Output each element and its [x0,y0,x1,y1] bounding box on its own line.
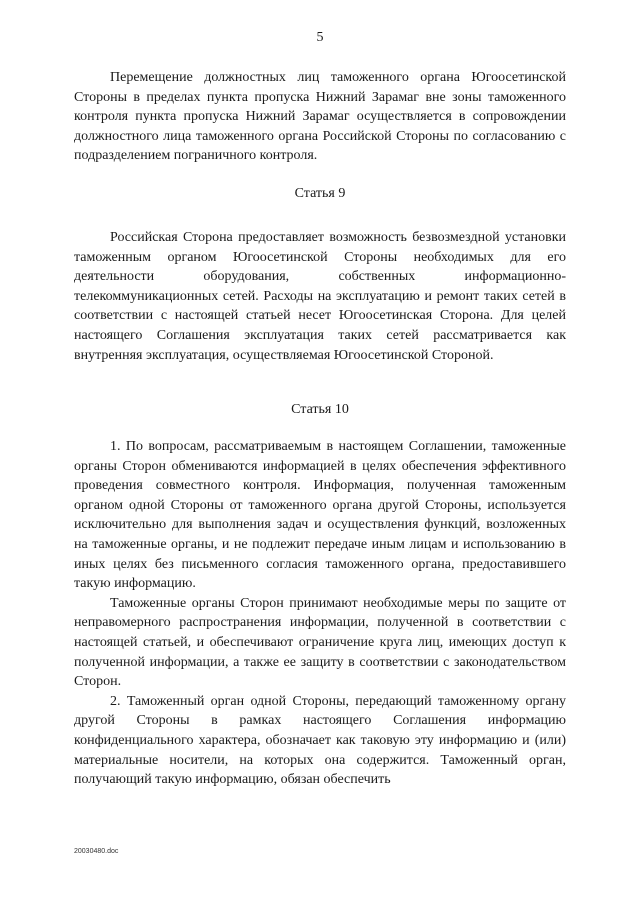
article-9-text: Российская Сторона предоставляет возможность безвозмездной установки таможенным органом Югоосетинской Стороны необходимых для его деятельности оборудования, собственных информационно-телекоммуникационных сетей. Расходы на эксплуатацию и ремонт таких сетей в соответствии с настоящей статьей несет Югоосетинская Сторона. Для целей настоящего Соглашения эксплуатация таких сетей рассматривается как внутренняя эксплуатация, осуществляемая Югоосетинской Стороной. [74,230,566,363]
document-file-id: 20030480.doc [74,848,119,855]
page-number: 5 [316,30,324,45]
article-9-heading: Статья 9 [294,186,346,201]
article-10-heading: Статья 10 [291,402,349,417]
article-9-block [74,228,566,365]
intro-block [74,68,566,166]
article-10-block [74,437,566,790]
article-10-heading-block [74,400,566,420]
article-10-paragraph-2: Таможенные органы Сторон принимают необходимые меры по защите от неправомерного распространения информации, полученной в соответствии с настоящей статьей, и обеспечивают ограничение круга лиц, имеющих доступ к полученной информации, а также ее защиту в соответствии с законодательством Сторон. [74,595,566,690]
article-9-heading-block [74,184,566,204]
article-10-paragraph-3: 2. Таможенный орган одной Стороны, передающий таможенному органу другой Стороны в рамках настоящего Соглашения информацию конфиденциального характера, обозначает как таковую эту информацию и (или) материальные носители, на которых она содержится. Таможенный орган, получающий такую информацию, обязан обеспечить [74,693,566,788]
article-10-paragraph-1: 1. По вопросам, рассматриваемым в настоящем Соглашении, таможенные органы Сторон обмениваются информацией в целях обеспечения эффективного проведения совместного контроля. Информация, полученная таможенным органом одной Стороны от таможенного органа другой Стороны, используется исключительно для выполнения задач и осуществления функций, возложенных на таможенные органы, и не подлежит передаче иным лицам и использованию в иных целях без письменного согласия таможенного органа, предоставившего такую информацию. [74,439,566,592]
paragraph-intro: Перемещение должностных лиц таможенного органа Югоосетинской Стороны в пределах пункта пропуска Нижний Зарамаг вне зоны таможенного контроля пункта пропуска Нижний Зарамаг осуществляется в сопровождении должностного лица таможенного органа Российской Стороны по согласованию с подразделением пограничного контроля. [74,70,566,164]
